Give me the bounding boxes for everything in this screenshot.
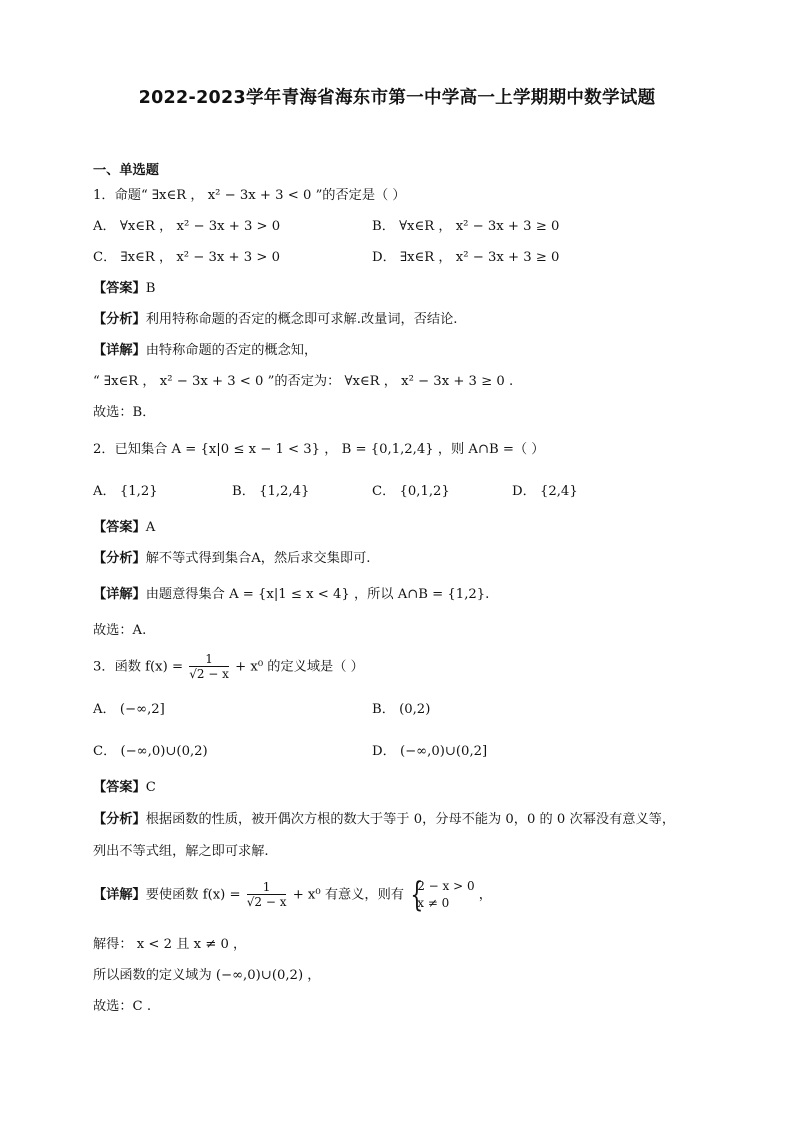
answer-tag: 【答案】 bbox=[93, 520, 146, 535]
left-brace: { bbox=[410, 875, 424, 915]
q3-detail-end: ， bbox=[478, 887, 492, 903]
q3-answer-value: C bbox=[145, 780, 156, 795]
q2-detail-text: 由题意得集合 A = {x|1 ≤ x < 4} ，所以 A∩B = {1,2}. bbox=[145, 587, 490, 602]
q3-option-d: D． (−∞,0)∪(0,2] bbox=[372, 744, 488, 759]
q1-option-a: A． ∀x∈R ， x² − 3x + 3 > 0 bbox=[93, 219, 281, 234]
q3-fraction bbox=[189, 652, 229, 682]
detail-tag: 【详解】 bbox=[93, 887, 146, 903]
analysis-tag: 【分析】 bbox=[93, 551, 146, 566]
answer-tag: 【答案】 bbox=[93, 780, 146, 795]
q3-option-b: B． (0,2) bbox=[372, 702, 431, 717]
q1-stem: 1．命题“ ∃x∈R ， x² − 3x + 3 < 0 ”的否定是（ ） bbox=[93, 188, 406, 203]
q2-answer-value: A bbox=[145, 520, 156, 535]
q3-stem bbox=[93, 652, 364, 683]
q1-detail-2: “ ∃x∈R ， x² − 3x + 3 < 0 ”的否定为： ∀x∈R ， x² − 3x + 3 ≥ 0 . bbox=[93, 374, 514, 389]
analysis-tag: 【分析】 bbox=[93, 812, 146, 827]
q3-choose: 故选：C . bbox=[93, 999, 152, 1014]
q2-analysis-text: 解不等式得到集合A，然后求交集即可. bbox=[145, 551, 371, 566]
q1-option-c: C． ∃x∈R ， x² − 3x + 3 > 0 bbox=[93, 250, 280, 265]
q2-answer bbox=[93, 518, 155, 538]
q3-answer bbox=[93, 778, 156, 798]
q3-stem-suffix: + x⁰ 的定义域是（ ） bbox=[235, 659, 364, 675]
q3-option-c: C． (−∞,0)∪(0,2) bbox=[93, 744, 208, 759]
detail-tag: 【详解】 bbox=[93, 587, 146, 602]
q1-detail-text: 由特称命题的否定的概念知， bbox=[145, 343, 318, 358]
q3-stem-prefix: 3．函数 f(x) = bbox=[93, 659, 183, 675]
q3-detail-fraction bbox=[247, 880, 287, 910]
inequality-system bbox=[408, 875, 475, 915]
q1-analysis bbox=[93, 310, 457, 330]
q2-option-b: B． {1,2,4} bbox=[232, 484, 310, 499]
analysis-tag: 【分析】 bbox=[93, 312, 146, 327]
q3-fraction-denominator: √2 − x bbox=[189, 667, 229, 681]
q3-solve: 解得： x < 2 且 x ≠ 0 ， bbox=[93, 937, 247, 952]
detail-tag: 【详解】 bbox=[93, 343, 146, 358]
q1-analysis-text: 利用特称命题的否定的概念即可求解.改量词，否结论. bbox=[145, 312, 458, 327]
q1-choose: 故选：B． bbox=[93, 405, 156, 420]
q3-detail-prefix: 要使函数 f(x) = bbox=[145, 887, 241, 903]
q3-analysis-2: 列出不等式组，解之即可求解. bbox=[93, 844, 269, 859]
q1-answer-value: B bbox=[145, 281, 156, 296]
q3-analysis-text: 根据函数的性质，被开偶次方根的数大于等于 0，分母不能为 0，0 的 0 次幂没有意义等， bbox=[145, 812, 676, 827]
q3-detail-fraction-numerator: 1 bbox=[247, 880, 287, 895]
section-heading: 一、单选题 bbox=[93, 163, 159, 178]
q3-option-a: A． (−∞,2] bbox=[93, 702, 165, 717]
q3-analysis bbox=[93, 810, 675, 830]
q3-detail bbox=[93, 875, 492, 915]
q3-detail-middle: + x⁰ 有意义，则有 bbox=[292, 887, 404, 903]
q1-detail bbox=[93, 341, 317, 361]
q3-detail-fraction-denominator: √2 − x bbox=[246, 895, 287, 909]
q2-choose: 故选：A. bbox=[93, 623, 147, 638]
q2-option-d: D． {2,4} bbox=[512, 484, 578, 499]
q1-answer bbox=[93, 279, 155, 299]
q2-stem: 2．已知集合 A = {x|0 ≤ x − 1 < 3} ， B = {0,1,2,4} ，则 A∩B =（ ） bbox=[93, 442, 545, 457]
page-title: 2022-2023学年青海省海东市第一中学高一上学期期中数学试题 bbox=[138, 88, 656, 108]
system-row-2: x ≠ 0 bbox=[417, 896, 450, 910]
q3-fraction-numerator: 1 bbox=[189, 652, 229, 667]
q1-option-b: B． ∀x∈R ， x² − 3x + 3 ≥ 0 bbox=[372, 219, 560, 234]
q2-option-c: C． {0,1,2} bbox=[372, 484, 450, 499]
q2-detail bbox=[93, 585, 489, 605]
q1-option-d: D． ∃x∈R ， x² − 3x + 3 ≥ 0 bbox=[372, 250, 560, 265]
answer-tag: 【答案】 bbox=[93, 281, 146, 296]
system-row-1: 2 − x > 0 bbox=[417, 879, 475, 893]
q2-analysis bbox=[93, 549, 370, 569]
q3-domain: 所以函数的定义域为 (−∞,0)∪(0,2) ， bbox=[93, 968, 321, 983]
q2-option-a: A． {1,2} bbox=[93, 484, 158, 499]
